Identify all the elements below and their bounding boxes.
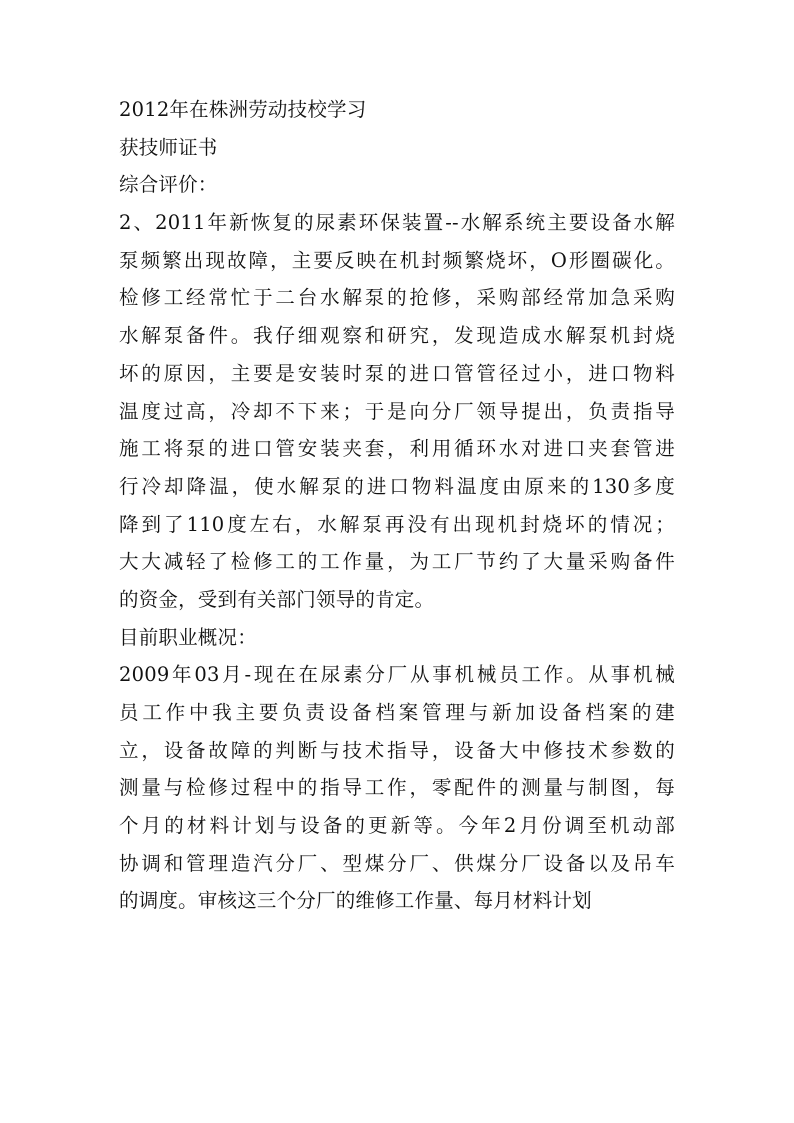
paragraph-line: [119, 468, 675, 506]
text-line: 温度过高，冷却不下来；于是向分厂领导提出，负责指导: [119, 399, 675, 423]
text-line: 立，设备故障的判断与技术指导，设备大中修技术参数的: [119, 738, 675, 762]
text-line: 泵频繁出现故障，主要反映在机封频繁烧坏，O形圈碳化。: [119, 248, 675, 272]
text-line: 获技师证书: [119, 135, 218, 159]
certificate-line: [119, 129, 675, 167]
paragraph-line: [119, 543, 675, 581]
text-line: 2009年03月-现在在尿素分厂从事机械员工作。从事机械: [119, 663, 675, 687]
paragraph-line: [119, 506, 675, 544]
paragraph-line: [119, 393, 675, 431]
paragraph-line-last: [119, 882, 675, 920]
section-heading-career: [119, 619, 675, 657]
paragraph-line: [119, 769, 675, 807]
text-line: 检修工经常忙于二台水解泵的抢修，采购部经常加急采购: [119, 286, 675, 310]
training-line: [119, 91, 675, 129]
text-line: 员工作中我主要负责设备档案管理与新加设备档案的建: [119, 701, 675, 724]
paragraph-line: [119, 355, 675, 393]
paragraph-line: [119, 656, 675, 694]
paragraph-line: [119, 430, 675, 468]
paragraph-line: [119, 694, 675, 732]
text-line: 施工将泵的进口管安装夹套，利用循环水对进口夹套管进: [119, 437, 675, 461]
paragraph-line: [119, 317, 675, 355]
text-line: 大大减轻了检修工的工作量，为工厂节约了大量采购备件: [119, 550, 675, 574]
text-line: 2012年在株洲劳动技校学习: [119, 98, 367, 121]
paragraph-line: [119, 204, 675, 242]
text-line: 协调和管理造汽分厂、型煤分厂、供煤分厂设备以及吊车: [119, 851, 675, 875]
paragraph-line: [119, 242, 675, 280]
paragraph-line: [119, 807, 675, 845]
text-line: 的资金，受到有关部门领导的肯定。: [119, 587, 435, 611]
paragraph-line: [119, 845, 675, 883]
text-line: 降到了110度左右，水解泵再没有出现机封烧坏的情况；: [119, 512, 675, 536]
paragraph-line: [119, 279, 675, 317]
text-line: 测量与检修过程中的指导工作，零配件的测量与制图，每: [119, 776, 675, 800]
document-body: [119, 91, 675, 920]
text-line: 水解泵备件。我仔细观察和研究，发现造成水解泵机封烧: [119, 324, 675, 348]
text-line: 的调度。审核这三个分厂的维修工作量、每月材料计划: [119, 889, 592, 913]
text-line: 2、2011年新恢复的尿素环保装置--水解系统主要设备水解: [119, 211, 675, 235]
paragraph-line: [119, 732, 675, 770]
paragraph-line-last: [119, 581, 675, 619]
text-line: 坏的原因，主要是安装时泵的进口管管径过小，进口物料: [119, 361, 675, 385]
text-line: 目前职业概况：: [119, 625, 257, 649]
text-line: 个月的材料计划与设备的更新等。今年2月份调至机动部: [119, 814, 675, 838]
text-line: 行冷却降温，使水解泵的进口物料温度由原来的130多度: [119, 474, 675, 498]
section-heading-evaluation: [119, 166, 675, 204]
text-line: 综合评价：: [119, 173, 218, 197]
